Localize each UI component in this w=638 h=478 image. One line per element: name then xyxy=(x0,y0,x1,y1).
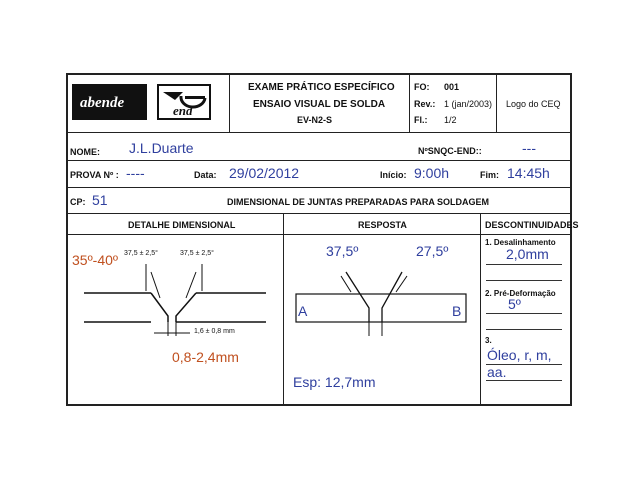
resposta-side-b: B xyxy=(452,303,462,319)
descont-line-3 xyxy=(486,313,562,314)
resposta-joint-drawing xyxy=(284,236,480,346)
nome-row-rule xyxy=(66,160,572,161)
resposta-esp[interactable]: Esp: 12,7mm xyxy=(293,374,376,390)
nome-value[interactable]: J.L.Duarte xyxy=(129,140,194,156)
prova-label: PROVA Nº : xyxy=(70,170,119,180)
col-descont-header: DESCONTINUIDADES xyxy=(485,220,579,230)
data-label: Data: xyxy=(194,170,217,180)
detalhe-angle-left: 37,5 ± 2,5° xyxy=(124,250,158,257)
descont-item2-label: 2. Pré-Deformação xyxy=(485,289,556,298)
section-title: DIMENSIONAL DE JUNTAS PREPARADAS PARA SOLDAGEM xyxy=(227,197,490,207)
descont-line-4 xyxy=(486,329,562,330)
rev-label: Rev.: xyxy=(414,99,436,109)
logo-divider xyxy=(229,73,230,132)
title-divider xyxy=(409,73,410,132)
detalhe-angle-range[interactable]: 35º-40º xyxy=(72,252,119,268)
rev-value: 1 (jan/2003) xyxy=(444,99,493,109)
descont-item1-label: 1. Desalinhamento xyxy=(485,238,556,247)
inicio-value[interactable]: 9:00h xyxy=(414,165,450,181)
fl-value: 1/2 xyxy=(444,115,457,125)
header-bottom-rule xyxy=(66,132,572,133)
abende-logo xyxy=(72,84,147,120)
header-title-3: EV-N2-S xyxy=(297,115,333,125)
fim-label: Fim: xyxy=(480,170,499,180)
col-detalhe-header: DETALHE DIMENSIONAL xyxy=(128,220,236,230)
end-logo xyxy=(157,84,211,120)
snqc-label: NºSNQC-END:: xyxy=(418,146,482,156)
col-divider-2 xyxy=(480,213,481,406)
descont-item3-label: 3. xyxy=(485,336,492,345)
cp-row-rule xyxy=(66,213,572,214)
logo-ceq: Logo do CEQ xyxy=(506,99,561,109)
col-resposta-header: RESPOSTA xyxy=(358,220,407,230)
nome-label: NOME: xyxy=(70,147,100,157)
descont-item2-value[interactable]: 5º xyxy=(508,296,521,312)
detalhe-angle-right: 37,5 ± 2,5° xyxy=(180,250,214,257)
resposta-angle-a[interactable]: 37,5º xyxy=(326,243,359,259)
prova-value[interactable]: ---- xyxy=(126,165,145,181)
ref-divider xyxy=(496,73,497,132)
cp-label: CP: xyxy=(70,197,86,207)
fim-value[interactable]: 14:45h xyxy=(507,165,550,181)
cp-value[interactable]: 51 xyxy=(92,192,108,208)
abende-logo-text: abende xyxy=(80,95,125,111)
column-header-rule xyxy=(66,234,572,235)
snqc-value[interactable]: --- xyxy=(522,140,536,156)
descont-item1-value[interactable]: 2,0mm xyxy=(506,246,549,262)
data-value[interactable]: 29/02/2012 xyxy=(229,165,300,181)
prova-row-rule xyxy=(66,187,572,188)
fo-value: 001 xyxy=(444,82,460,92)
header-title-1: EXAME PRÁTICO ESPECÍFICO xyxy=(248,82,395,93)
descont-line-2 xyxy=(486,280,562,281)
header-title-2: ENSAIO VISUAL DE SOLDA xyxy=(253,99,386,110)
fo-label: FO: xyxy=(414,82,430,92)
fl-label: Fl.: xyxy=(414,115,428,125)
descont-line-1 xyxy=(486,264,562,265)
descont-line-6 xyxy=(486,380,562,381)
inicio-label: Início: xyxy=(380,170,407,180)
resposta-angle-b[interactable]: 27,5º xyxy=(416,243,449,259)
detalhe-gap-answer[interactable]: 0,8-2,4mm xyxy=(172,349,239,365)
detalhe-root-gap: 1,6 ± 0,8 mm xyxy=(194,328,235,335)
resposta-side-a: A xyxy=(298,303,308,319)
end-logo-text: end xyxy=(173,103,193,118)
descont-line-5 xyxy=(486,364,562,365)
descont-item3-value[interactable]: Óleo, r, m, aa. xyxy=(487,347,552,380)
